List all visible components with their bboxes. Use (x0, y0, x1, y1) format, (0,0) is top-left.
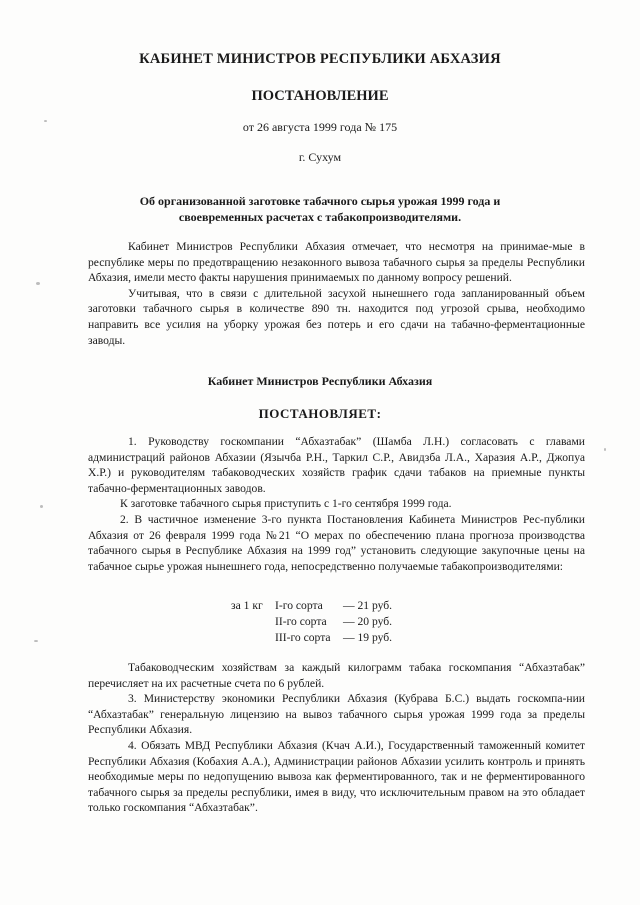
subject-line-2: своевременных расчетах с табакопроизводителями. (178, 210, 462, 224)
price-value: — 21 руб. (343, 599, 393, 612)
price-grade: II-го сорта (275, 615, 327, 628)
price-grade: I-го сорта (275, 599, 323, 612)
scan-speck (40, 505, 43, 508)
resolving-verb: ПОСТАНОВЛЯЕТ: (258, 406, 382, 421)
resolution-items-continued (88, 660, 585, 816)
scan-speck (604, 448, 606, 451)
preamble (88, 239, 585, 348)
price-grade: III-го сорта (275, 631, 331, 644)
subject-line-1: Об организованной заготовке табачного сырья урожая 1999 года и (139, 194, 501, 208)
price-row (0, 614, 640, 630)
document-date-number: от 26 августа 1999 года № 175 (242, 120, 398, 134)
item-4: 4. Обязать МВД Республики Абхазия (Кчач А.И.), Государственный таможенный комитет Республики Абхазия (Кобахия А.А.), Администрации районов Абхазии усилить контроль и принять необходимые меры по недопущению вывоза как ферментированного, так и не ферментированного табачного сырья за пределы республики, имея в виду, что исключительным правом на это обладает только госкомпания “Абхазтабак”. (88, 738, 585, 815)
price-row (0, 598, 640, 614)
scan-speck (36, 282, 40, 285)
price-value: — 19 руб. (343, 631, 393, 644)
price-row (0, 630, 640, 646)
item-1-start-date: К заготовке табачного сырья приступить с 1-го сентября 1999 года. (120, 497, 452, 511)
item-2-payment: Табаководческим хозяйствам за каждый килограмм табака госкомпания “Абхазтабак” перечисляет на их расчетные счета по 6 рублей. (88, 661, 585, 690)
item-1: 1. Руководству госкомпании “Абхазтабак” (Шамба Л.Н.) согласовать с главами администраций районов Абхазии (Язычба Р.Н., Таркил С.Р., Авидзба Л.А., Харазия А.Р., Джопуа Х.Р.) и руководителям табаководческих хозяйств график сдачи табаков на приемные пункты табачно-ферментационных заводов. (88, 435, 585, 495)
resolving-authority: Кабинет Министров Республики Абхазия (207, 374, 433, 388)
document-city: г. Сухум (298, 150, 342, 164)
item-3: 3. Министерству экономики Республики Абхазия (Кубрава Б.С.) выдать госкомпа-нии “Абхазтабак” генеральную лицензию на вывоз табачного сырья урожая 1999 года за пределы Республики Абхазия. (88, 692, 585, 737)
price-value: — 20 руб. (343, 615, 393, 628)
document-subject (120, 193, 520, 225)
organization-title: КАБИНЕТ МИНИСТРОВ РЕСПУБЛИКИ АБХАЗИЯ (139, 51, 501, 67)
preamble-paragraph-1: Кабинет Министров Республики Абхазия отмечает, что несмотря на принимае-мые в республике меры по предотвращению незаконного вывоза табачного сырья за пределы Республики Абхазия, имели место факты нарушения принимаемых по данному вопросу решений. (88, 240, 585, 285)
preamble-paragraph-2: Учитывая, что в связи с длительной засухой нынешнего года запланированный объем заготовки табачного сырья в количестве 890 тн. находится под угрозой срыва, необходимо направить все усилия на уборку урожая без потерь и его сдачи на табачно-ферментационные заводы. (88, 286, 585, 347)
document-type-title: ПОСТАНОВЛЕНИЕ (251, 88, 389, 104)
item-2: 2. В частичное изменение 3-го пункта Постановления Кабинета Министров Рес-публики Абхазия от 26 февраля 1999 года №21 “О мерах по обеспечению плана прогноза производства табачного сырья в Республике Абхазия на 1999 год” установить следующие закупочные цены на табачное сырье урожая нынешнего года, непосредственно получаемые табакопроизводителями: (88, 512, 585, 573)
price-prefix: за 1 кг (231, 599, 263, 612)
resolution-items (88, 434, 585, 574)
